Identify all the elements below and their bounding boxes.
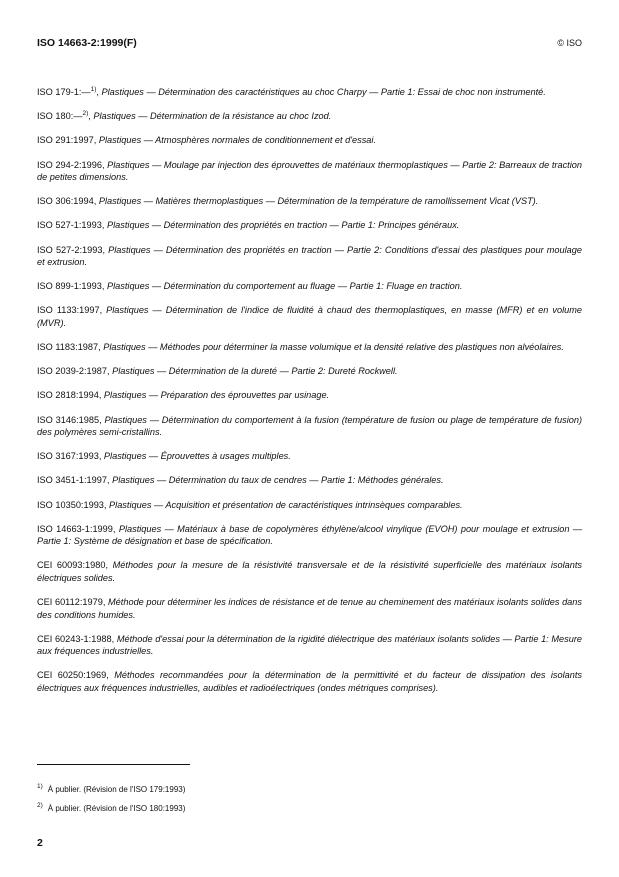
reference-number: CEI 60250:1969 [37,670,107,681]
footnote-1 [37,785,185,794]
reference-item: ISO 527-2:1993, Plastiques — Détermination des propriétés en traction — Partie 2: Conditions d'essai des plastiques pour moulage et extrusion. [37,244,582,268]
footnote-text: À publier. (Révision de l'ISO 179:1993) [47,785,186,794]
reference-title: Plastiques — Détermination des propriétés en traction — Partie 2: Conditions d'essai des plastiques pour moulage et extrusion. [37,244,582,268]
reference-number: ISO 899-1:1993 [37,281,102,292]
reference-item: ISO 291:1997, Plastiques — Atmosphères normales de conditionnement et d'essai. [37,135,376,146]
reference-list [37,86,582,706]
reference-number: ISO 1183:1987 [37,342,99,353]
footnote-mark: 1) [37,783,43,790]
footnote-ref: 2) [82,110,89,118]
reference-title: Méthode d'essai pour la détermination de la rigidité diélectrique des matériaux isolants solides — Partie 1: Mesure aux fréquences industrielles. [37,633,582,657]
footnote-2 [37,804,185,813]
reference-title: Plastiques — Moulage par injection des éprouvettes de matériaux thermoplastiques — Partie 2: Barreaux de traction de petites dimensions. [37,159,582,183]
reference-item: ISO 3167:1993, Plastiques — Éprouvettes à usages multiples. [37,451,291,462]
reference-title: Méthode pour déterminer les indices de résistance et de tenue au cheminement des matériaux isolants solides dans des conditions humides. [37,597,582,620]
reference-item: ISO 14663-1:1999, Plastiques — Matériaux à base de copolymères éthylène/alcool vinylique (EVOH) pour moulage et extrusion — Partie 1: Système de désignation et base de spécification. [37,523,583,547]
reference-number: ISO 294-2:1996 [37,159,102,170]
reference-number: ISO 3451-1:1997 [37,475,107,486]
reference-title: Plastiques — Acquisition et présentation de caractéristiques intrinsèques comparables. [109,499,463,510]
reference-item: ISO 180:—$^{2)}$, Plastiques — Détermination de la résistance au choc Izod. [37,110,332,122]
reference-title: Méthodes pour la mesure de la résistivité transversale et de la résistivité superficielle des matériaux isolants électriques solides. [37,560,582,583]
reference-title: Plastiques — Détermination des propriétés en traction — Partie 1: Principes généraux. [106,220,460,231]
reference-number: ISO 527-1:1993 [37,220,102,231]
reference-number: ISO 180:— [37,111,83,122]
reference-title: Plastiques — Détermination du comportement au fluage — Partie 1: Fluage en traction. [106,281,463,292]
reference-title: Plastiques — Détermination des caractéristiques au choc Charpy — Partie 1: Essai de choc non instrumenté. [101,87,546,97]
reference-title: Plastiques — Éprouvettes à usages multiples. [103,451,291,462]
reference-item: ISO 306:1994, Plastiques — Matières thermoplastiques — Détermination de la température de ramollissement Vicat (VST). [37,196,539,207]
footnote-mark: 2) [37,802,43,809]
reference-number: ISO 527-2:1993 [37,244,103,255]
reference-item: ISO 1183:1987, Plastiques — Méthodes pour déterminer la masse volumique et la densité relative des plastiques non alvéolaires. [37,342,564,353]
reference-number: CEI 60112:1979 [37,597,103,608]
reference-title: Plastiques — Détermination du comportement à la fusion (température de fusion ou plage de température de fusion) des polymères semi-cristallins. [37,414,583,438]
reference-number: ISO 3146:1985 [37,414,100,425]
reference-title: Plastiques — Atmosphères normales de conditionnement et d'essai. [98,135,376,146]
reference-title: Plastiques — Détermination de la dureté — Partie 2: Dureté Rockwell. [112,366,398,377]
reference-number: ISO 291:1997 [37,135,94,146]
reference-item: ISO 3451-1:1997, Plastiques — Détermination du taux de cendres — Partie 1: Méthodes générales. [37,475,444,486]
reference-title: Plastiques — Matériaux à base de copolymères éthylène/alcool vinylique (EVOH) pour moulage et extrusion — Partie 1: Système de désignation et base de spécification. [37,523,583,547]
reference-item: ISO 179-1:—$^{1)}$, Plastiques — Détermination des caractéristiques au choc Charpy — Partie 1: Essai de choc non instrumenté. [37,86,546,97]
reference-title: Méthodes recommandées pour la détermination de la permittivité et du facteur de dissipation des isolants électriques aux fréquences industrielles, audibles et radioélectriques (ondes métriques comprises). [37,670,582,693]
reference-item: ISO 2039-2:1987, Plastiques — Détermination de la dureté — Partie 2: Dureté Rockwell. [37,366,398,377]
reference-item: CEI 60112:1979, Méthode pour déterminer les indices de résistance et de tenue au cheminement des matériaux isolants solides dans des conditions humides. [37,597,582,620]
reference-item: ISO 294-2:1996, Plastiques — Moulage par injection des éprouvettes de matériaux thermoplastiques — Partie 2: Barreaux de traction de petites dimensions. [37,159,582,183]
reference-number: ISO 3167:1993 [37,451,99,462]
copyright: © ISO [557,38,582,48]
reference-item: ISO 10350:1993, Plastiques — Acquisition et présentation de caractéristiques intrinsèques comparables. [37,499,463,510]
reference-item: ISO 899-1:1993, Plastiques — Détermination du comportement au fluage — Partie 1: Fluage en traction. [37,281,463,292]
footnote-text: À publier. (Révision de l'ISO 180:1993) [47,804,186,813]
reference-number: CEI 60093:1980 [37,560,106,571]
reference-number: CEI 60243-1:1988 [37,633,112,644]
reference-title: Plastiques — Méthodes pour déterminer la masse volumique et la densité relative des plastiques non alvéolaires. [103,342,564,353]
reference-title: Plastiques — Préparation des éprouvettes par usinage. [103,390,330,401]
reference-number: ISO 1133:1997 [37,305,100,316]
footnote-ref: 1) [90,86,97,93]
reference-item: CEI 60243-1:1988, Méthode d'essai pour la détermination de la rigidité diélectrique des matériaux isolants solides — Partie 1: Mesure aux fréquences industrielles. [37,633,582,657]
reference-item: ISO 527-1:1993, Plastiques — Détermination des propriétés en traction — Partie 1: Principes généraux. [37,220,460,231]
reference-item: ISO 2818:1994, Plastiques — Préparation des éprouvettes par usinage. [37,390,330,401]
reference-item: ISO 1133:1997, Plastiques — Détermination de l'indice de fluidité à chaud des thermoplastiques, en masse (MFR) et en volume (MVR). [37,305,582,328]
reference-number: ISO 10350:1993 [37,499,104,510]
footnote-divider [37,764,190,765]
reference-number: ISO 306:1994 [37,196,94,207]
reference-title: Plastiques — Détermination de la résistance au choc Izod. [93,111,332,122]
reference-item: CEI 60250:1969, Méthodes recommandées pour la détermination de la permittivité et du facteur de dissipation des isolants électriques aux fréquences industrielles, audibles et radioélectriques (ondes métriques comprises). [37,670,582,693]
page-number: 2 [37,837,43,849]
reference-number: ISO 2039-2:1987 [37,366,107,377]
document-id: ISO 14663-2:1999(F) [37,37,137,49]
page-header [37,37,582,51]
reference-number: ISO 14663-1:1999 [37,523,113,534]
reference-number: ISO 179-1:— [37,87,91,97]
reference-item: CEI 60093:1980, Méthodes pour la mesure de la résistivité transversale et de la résistivité superficielle des matériaux isolants électriques solides. [37,560,582,583]
reference-item: ISO 3146:1985, Plastiques — Détermination du comportement à la fusion (température de fusion ou plage de température de fusion) des polymères semi-cristallins. [37,414,583,438]
reference-title: Plastiques — Détermination de l'indice de fluidité à chaud des thermoplastiques, en masse (MFR) et en volume (MVR). [37,305,582,328]
reference-number: ISO 2818:1994 [37,390,99,401]
reference-title: Plastiques — Matières thermoplastiques — Détermination de la température de ramollissement Vicat (VST). [98,196,539,207]
reference-title: Plastiques — Détermination du taux de cendres — Partie 1: Méthodes générales. [112,475,444,486]
